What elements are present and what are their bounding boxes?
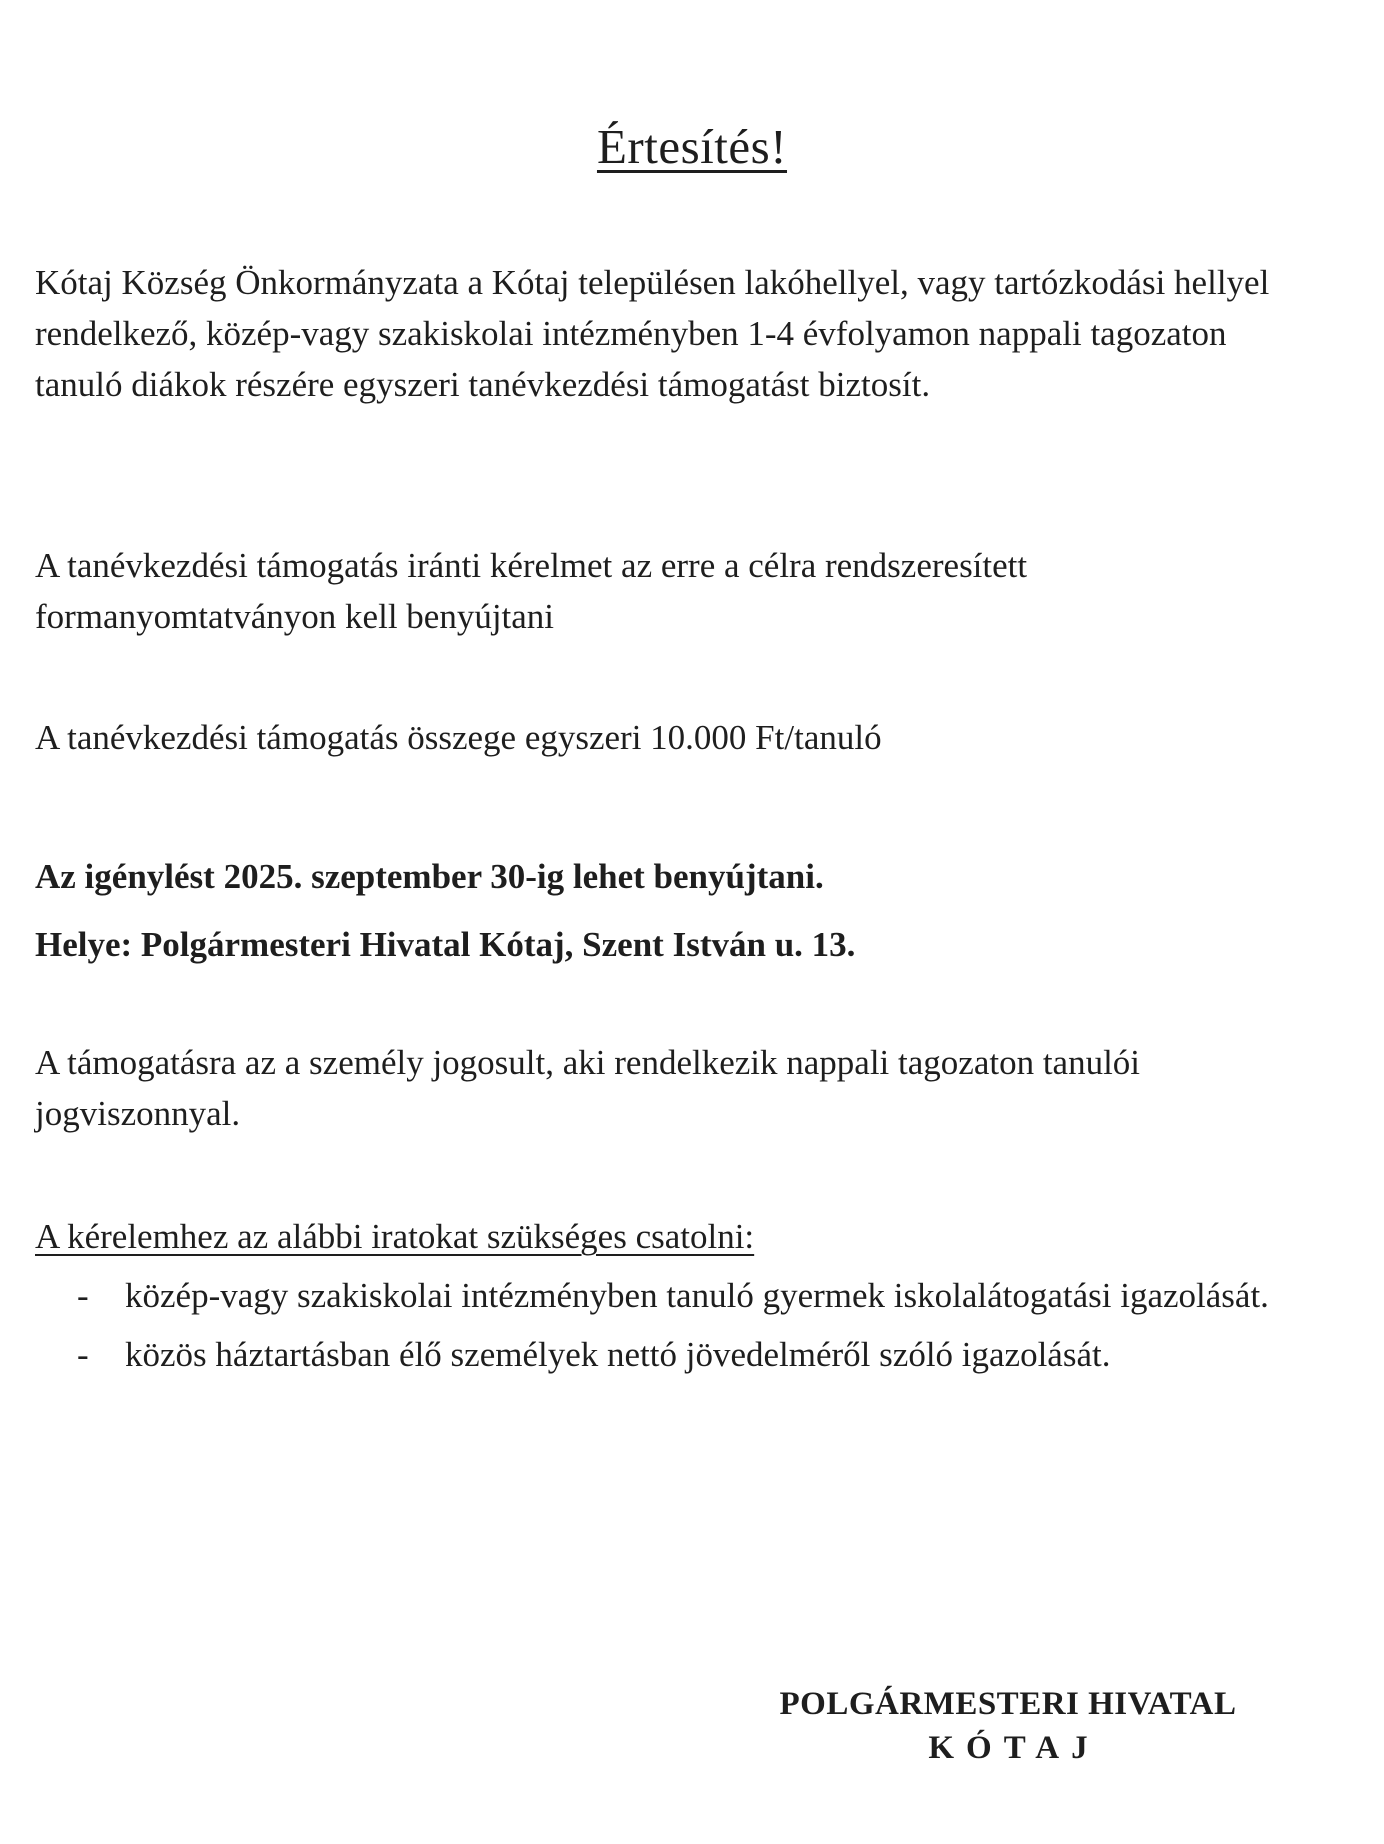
signature-town: KÓTAJ (928, 1730, 1100, 1766)
amount-paragraph: A tanévkezdési támogatás összege egyszeri 10.000 Ft/tanuló (35, 718, 882, 757)
intro-paragraph: Kótaj Község Önkormányzata a Kótaj településen lakóhellyel, vagy tartózkodási hellyel rendelkező, közép-vagy szakiskolai intézményben 1-4 évfolyamon nappali tagozaton tanuló diákok részére egyszeri tanévkezdési támogatást biztosít. (35, 263, 1270, 404)
attachment-text: közép-vagy szakiskolai intézményben tanuló gyermek iskolalátogatási igazolását. (125, 1276, 1269, 1315)
deadline-block (35, 843, 1275, 979)
deadline-text: Az igénylést 2025. szeptember 30-ig lehet benyújtani. (35, 857, 824, 896)
document-title-heading (0, 118, 1384, 175)
eligibility-paragraph: A támogatásra az a személy jogosult, aki rendelkezik nappali tagozaton tanulói jogviszonnyal. (35, 1043, 1141, 1133)
list-item (35, 1329, 1275, 1380)
bullet-dash: - (77, 1276, 89, 1315)
location-text: Helye: Polgármesteri Hivatal Kótaj, Szent István u. 13. (35, 925, 856, 964)
attachment-text: közös háztartásban élő személyek nettó jövedelméről szóló igazolását. (125, 1335, 1111, 1374)
signature-office: POLGÁRMESTERI HIVATAL (779, 1686, 1237, 1722)
attachments-heading: A kérelemhez az alábbi iratokat szükséges csatolni: (35, 1217, 755, 1256)
signature-block (748, 1682, 1268, 1770)
list-item (35, 1270, 1275, 1321)
application-form-paragraph: A tanévkezdési támogatás iránti kérelmet az erre a célra rendszeresített formanyomtatványon kell benyújtani (35, 546, 1028, 636)
document-title: Értesítés! (596, 119, 788, 174)
bullet-dash: - (77, 1335, 89, 1374)
attachments-list (35, 1270, 1275, 1388)
